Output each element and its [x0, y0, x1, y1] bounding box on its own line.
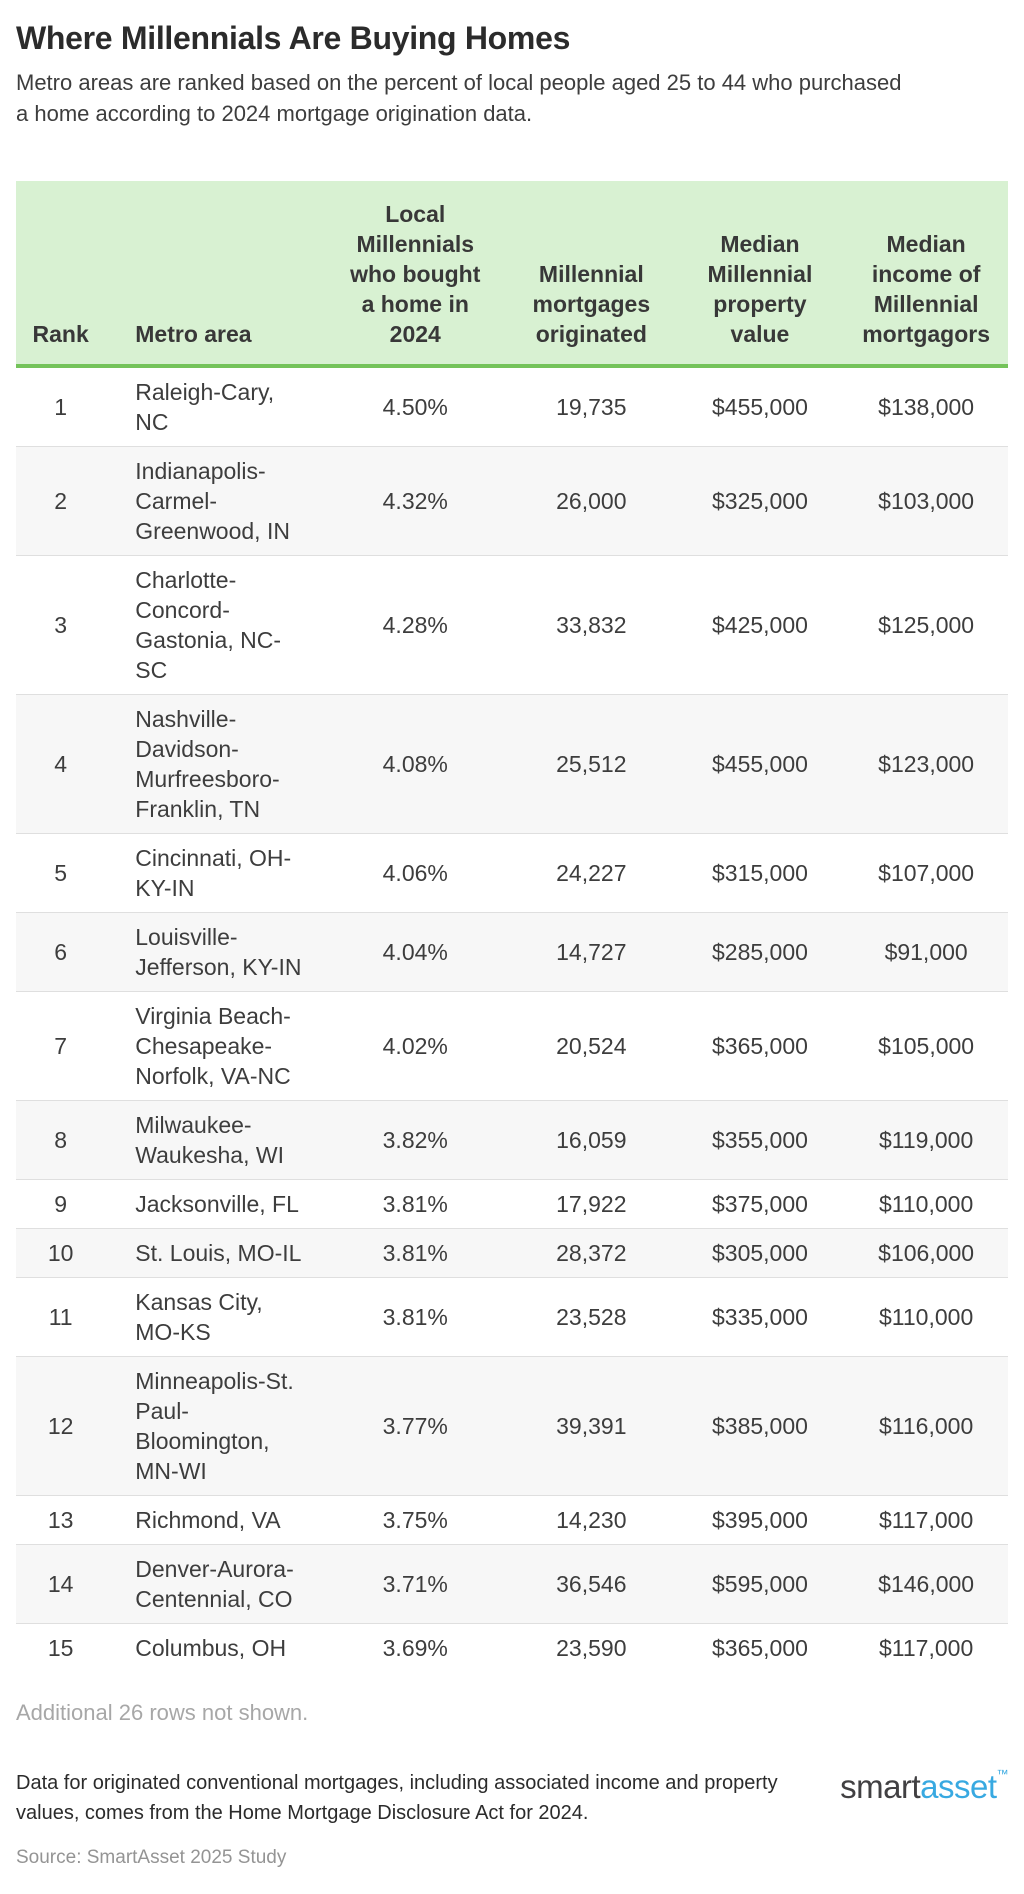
- cell-pct-bought: 3.77%: [382, 1412, 448, 1439]
- cell-mortgages-originated: 14,230: [556, 1506, 627, 1533]
- cell-mortgages-originated: 23,590: [556, 1634, 627, 1661]
- metro-area-label: Virginia Beach-Chesapeake-Norfolk, VA-NC: [135, 1002, 291, 1089]
- table-row: [16, 1100, 1008, 1179]
- cell-median-property-value: $595,000: [711, 1570, 808, 1597]
- table-row: [16, 1544, 1008, 1623]
- cell-median-income: $91,000: [884, 938, 968, 965]
- source-citation: Source: SmartAsset 2025 Study: [16, 1846, 287, 1868]
- cell-mortgages-originated: 23,528: [556, 1303, 627, 1330]
- cell-pct-bought: 4.08%: [382, 750, 448, 777]
- cell-median-income: $125,000: [878, 611, 975, 638]
- cell-median-property-value: $305,000: [711, 1239, 808, 1266]
- cell-median-income: $123,000: [878, 750, 975, 777]
- cell-median-property-value: $385,000: [711, 1412, 808, 1439]
- cell-median-income: $146,000: [878, 1570, 975, 1597]
- cell-metro-area: [105, 1356, 323, 1495]
- metro-area-label: Milwaukee-Waukesha, WI: [135, 1111, 284, 1168]
- cell-pct-bought: 4.04%: [382, 938, 448, 965]
- cell-median-income: $110,000: [879, 1303, 974, 1330]
- table-body: [16, 366, 1008, 1672]
- metro-area-label: Raleigh-Cary, NC: [135, 378, 275, 435]
- cell-pct-bought: 3.81%: [382, 1239, 448, 1266]
- cell-rank: 3: [54, 611, 68, 638]
- cell-median-property-value: $375,000: [711, 1190, 808, 1217]
- metro-area-label: Nashville-Davidson-Murfreesboro-Franklin, TN: [135, 705, 280, 822]
- cell-median-property-value: $365,000: [711, 1032, 808, 1059]
- cell-mortgages-originated: 17,922: [556, 1190, 627, 1217]
- cell-mortgages-originated: 25,512: [556, 750, 627, 777]
- cell-median-income: $138,000: [878, 393, 975, 420]
- table-row: [16, 1623, 1008, 1672]
- logo-text-smart: smart: [840, 1767, 921, 1805]
- cell-median-property-value: $425,000: [711, 611, 808, 638]
- metro-area-label: Indianapolis-Carmel-Greenwood, IN: [135, 457, 290, 544]
- table-row: [16, 833, 1008, 912]
- cell-pct-bought: 4.06%: [382, 859, 448, 886]
- cell-rank: 9: [54, 1190, 68, 1217]
- cell-metro-area: [105, 1623, 323, 1672]
- column-header-label: Millennial mortgages originated: [532, 260, 651, 347]
- cell-median-income: $106,000: [878, 1239, 975, 1266]
- column-header-label: Median Millennial property value: [707, 230, 813, 347]
- cell-rank: 10: [47, 1239, 74, 1266]
- footer: [16, 1768, 1008, 1828]
- cell-pct-bought: 3.82%: [382, 1126, 448, 1153]
- cell-median-property-value: $335,000: [711, 1303, 808, 1330]
- table-row: [16, 366, 1008, 447]
- cell-metro-area: [105, 833, 323, 912]
- metro-area-label: Richmond, VA: [135, 1506, 281, 1533]
- cell-metro-area: [105, 555, 323, 694]
- cell-mortgages-originated: 33,832: [556, 611, 627, 638]
- cell-rank: 14: [47, 1570, 74, 1597]
- metro-area-label: Minneapolis-St. Paul-Bloomington, MN-WI: [135, 1367, 294, 1484]
- cell-median-income: $107,000: [878, 859, 975, 886]
- cell-median-property-value: $455,000: [711, 393, 808, 420]
- cell-mortgages-originated: 28,372: [556, 1239, 627, 1266]
- table-row: [16, 694, 1008, 833]
- cell-mortgages-originated: 16,059: [556, 1126, 627, 1153]
- cell-mortgages-originated: 26,000: [556, 487, 627, 514]
- column-header-pct-bought: [324, 181, 508, 366]
- logo-trademark-icon: ™: [996, 1766, 1008, 1781]
- page-subtitle: Metro areas are ranked based on the percent of local people aged 25 to 44 who purchased a home according to 2024 mortgage origination data.: [16, 69, 902, 126]
- smartasset-logo: [840, 1768, 1008, 1803]
- column-header-label: Median income of Millennial mortgagors: [862, 230, 991, 347]
- table-header-row: [16, 181, 1008, 366]
- cell-pct-bought: 4.02%: [382, 1032, 448, 1059]
- cell-pct-bought: 4.50%: [382, 393, 448, 420]
- data-source-note: Data for originated conventional mortgages, including associated income and property values, comes from the Home Mortgage Disclosure Act for 2024.: [16, 1771, 778, 1824]
- column-header-label: Local Millennials who bought a home in 2024: [350, 200, 481, 347]
- cell-metro-area: [105, 1495, 323, 1544]
- cell-metro-area: [105, 1179, 323, 1228]
- cell-metro-area: [105, 1228, 323, 1277]
- cell-pct-bought: 3.71%: [382, 1570, 448, 1597]
- cell-rank: 13: [47, 1506, 74, 1533]
- cell-rank: 11: [48, 1303, 73, 1330]
- cell-median-income: $116,000: [879, 1412, 974, 1439]
- cell-rank: 6: [54, 938, 68, 965]
- cell-median-property-value: $365,000: [711, 1634, 808, 1661]
- cell-median-income: $110,000: [879, 1190, 974, 1217]
- cell-pct-bought: 4.28%: [382, 611, 448, 638]
- cell-pct-bought: 3.69%: [382, 1634, 448, 1661]
- table-row: [16, 446, 1008, 555]
- cell-mortgages-originated: 20,524: [556, 1032, 627, 1059]
- cell-median-income: $105,000: [878, 1032, 975, 1059]
- cell-median-income: $119,000: [879, 1126, 974, 1153]
- metro-area-label: Columbus, OH: [135, 1634, 287, 1661]
- cell-mortgages-originated: 24,227: [556, 859, 627, 886]
- table-header: [16, 181, 1008, 366]
- metro-area-label: St. Louis, MO-IL: [135, 1239, 302, 1266]
- column-header-label: Rank: [32, 320, 89, 347]
- table-row: [16, 1277, 1008, 1356]
- metro-area-label: Charlotte-Concord-Gastonia, NC-SC: [135, 566, 281, 683]
- table-row: [16, 1356, 1008, 1495]
- cell-rank: 2: [54, 487, 68, 514]
- cell-mortgages-originated: 39,391: [556, 1412, 627, 1439]
- cell-metro-area: [105, 1100, 323, 1179]
- column-header-median-property-value: [676, 181, 845, 366]
- column-header-median-income: [844, 181, 1008, 366]
- cell-rank: 1: [54, 393, 68, 420]
- cell-median-property-value: $395,000: [711, 1506, 808, 1533]
- cell-metro-area: [105, 694, 323, 833]
- cell-metro-area: [105, 912, 323, 991]
- cell-median-property-value: $355,000: [711, 1126, 808, 1153]
- table-row: [16, 1495, 1008, 1544]
- cell-pct-bought: 3.75%: [382, 1506, 448, 1533]
- column-header-rank: [16, 181, 105, 366]
- cell-rank: 7: [54, 1032, 68, 1059]
- rankings-table: [16, 181, 1008, 1672]
- cell-median-income: $117,000: [879, 1506, 974, 1533]
- table-row: [16, 912, 1008, 991]
- table-row: [16, 1179, 1008, 1228]
- cell-metro-area: [105, 991, 323, 1100]
- column-header-label: Metro area: [135, 320, 252, 347]
- cell-rank: 4: [54, 750, 68, 777]
- table-row: [16, 555, 1008, 694]
- cell-pct-bought: 3.81%: [382, 1190, 448, 1217]
- cell-median-property-value: $315,000: [711, 859, 808, 886]
- additional-rows-note: Additional 26 rows not shown.: [16, 1699, 309, 1725]
- cell-pct-bought: 3.81%: [382, 1303, 448, 1330]
- cell-rank: 15: [47, 1634, 74, 1661]
- cell-metro-area: [105, 446, 323, 555]
- metro-area-label: Cincinnati, OH-KY-IN: [135, 844, 292, 901]
- cell-rank: 8: [54, 1126, 68, 1153]
- column-header-mortgages-originated: [507, 181, 676, 366]
- cell-median-property-value: $285,000: [711, 938, 808, 965]
- cell-metro-area: [105, 1544, 323, 1623]
- table-row: [16, 991, 1008, 1100]
- metro-area-label: Kansas City, MO-KS: [135, 1288, 263, 1345]
- cell-rank: 12: [47, 1412, 74, 1439]
- metro-area-label: Louisville-Jefferson, KY-IN: [135, 923, 302, 980]
- page-title: Where Millennials Are Buying Homes: [16, 20, 571, 56]
- cell-metro-area: [105, 366, 323, 447]
- column-header-metro-area: [105, 181, 323, 366]
- cell-rank: 5: [54, 859, 68, 886]
- cell-median-property-value: $455,000: [711, 750, 808, 777]
- cell-mortgages-originated: 19,735: [556, 393, 627, 420]
- logo-text-asset: asset: [920, 1767, 997, 1805]
- cell-metro-area: [105, 1277, 323, 1356]
- cell-median-income: $117,000: [879, 1634, 974, 1661]
- metro-area-label: Jacksonville, FL: [135, 1190, 299, 1217]
- cell-median-property-value: $325,000: [711, 487, 808, 514]
- cell-mortgages-originated: 36,546: [556, 1570, 627, 1597]
- cell-median-income: $103,000: [878, 487, 975, 514]
- metro-area-label: Denver-Aurora-Centennial, CO: [135, 1555, 294, 1612]
- cell-mortgages-originated: 14,727: [556, 938, 627, 965]
- cell-pct-bought: 4.32%: [382, 487, 448, 514]
- table-row: [16, 1228, 1008, 1277]
